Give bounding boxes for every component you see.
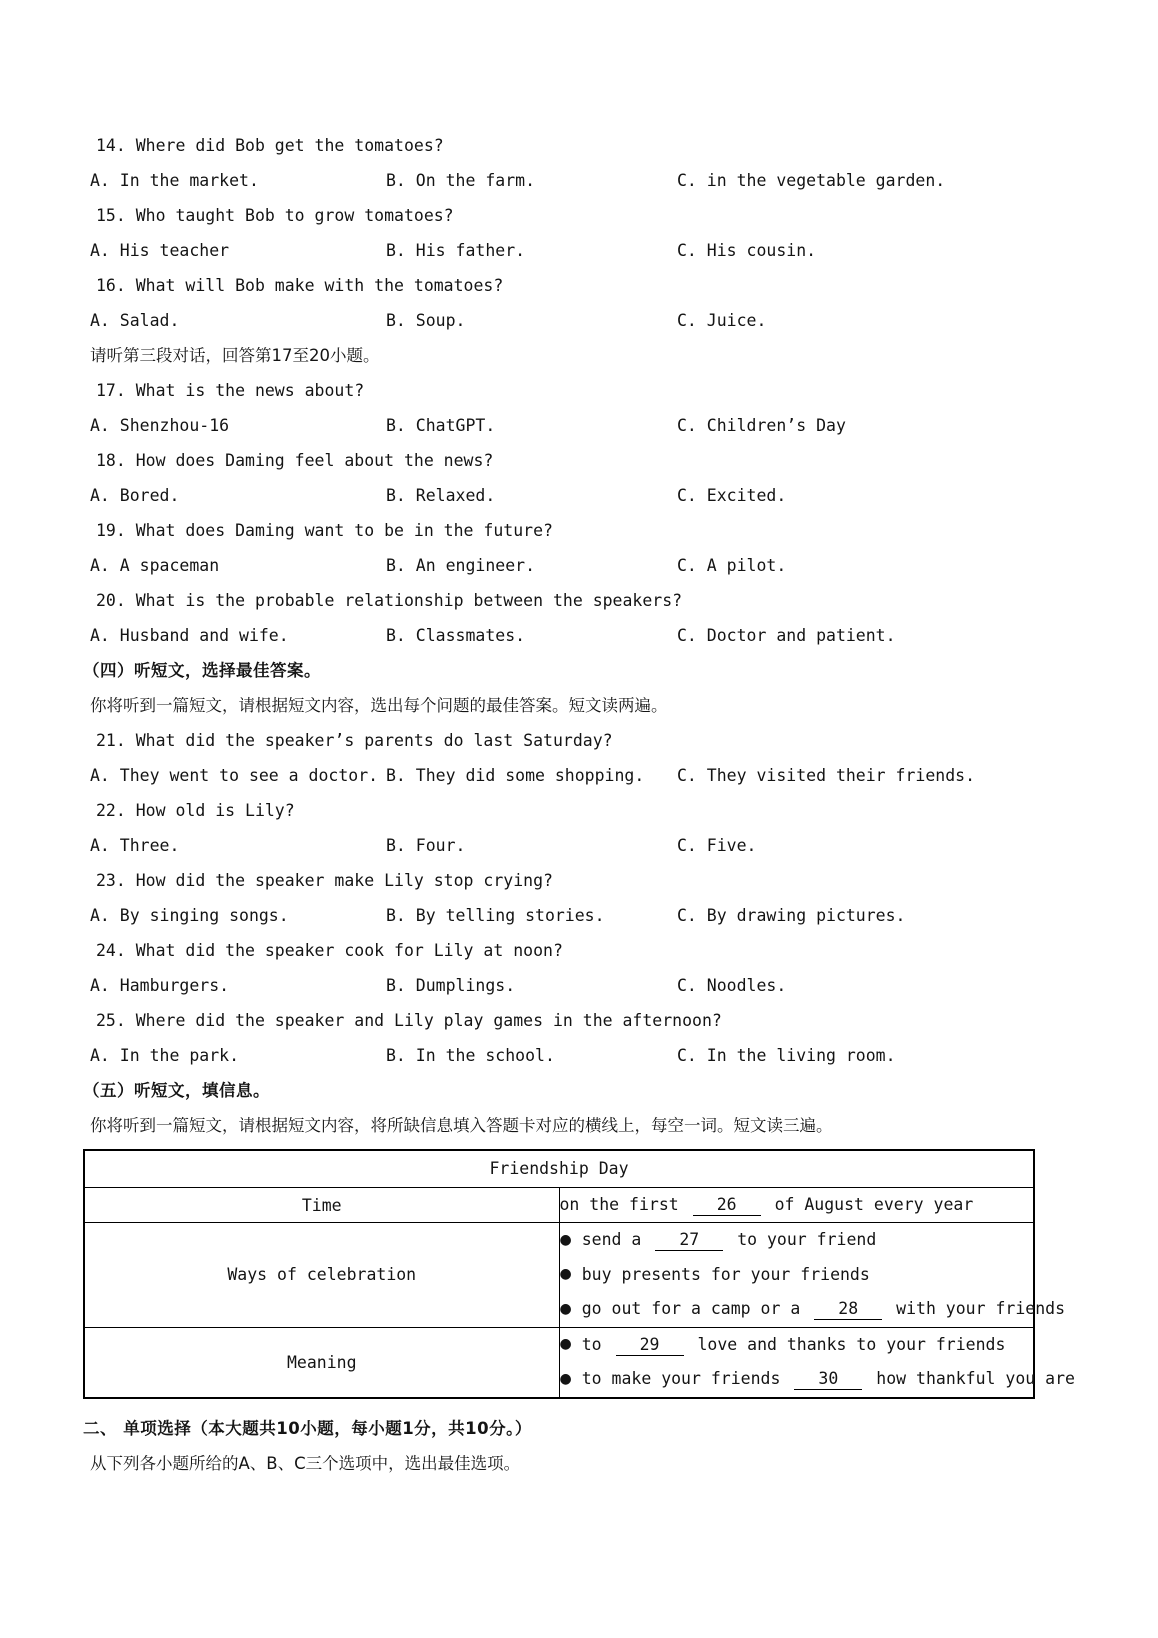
table-title-row [84,1150,1034,1188]
table-line: on the first 26 of August every year [559,1195,974,1214]
question-text: 20. What is the probable relationship between the speakers? [96,591,683,610]
table-title: Friendship Day [84,1150,1034,1188]
option-a: A. Bored. [90,486,180,505]
option-b: B. On the farm. [386,171,536,190]
option-b: B. An engineer. [386,556,536,575]
friendship-day-table [83,1149,1075,1399]
option-c: C. In the living room. [677,1046,896,1065]
option-a: A. Three. [90,836,180,855]
row-content [559,1327,1075,1398]
question-text: 18. How does Daming feel about the news? [96,451,494,470]
option-row [90,478,1100,513]
option-b: B. By telling stories. [386,906,605,925]
bullet-icon: ● [559,1370,572,1387]
option-c: C. Children’s Day [677,416,846,435]
option-a: A. Husband and wife. [90,626,289,645]
section-heading: （五）听短文，填信息。 [83,1081,270,1100]
option-b: B. Four. [386,836,466,855]
instruction-text: 请听第三段对话，回答第17至20小题。 [90,346,380,365]
option-row [90,828,1100,863]
question-text: 21. What did the speaker’s parents do last Saturday? [96,731,613,750]
section-two-instruction: 从下列各小题所给的A、B、C三个选项中，选出最佳选项。 [90,1453,521,1473]
row-label: Meaning [84,1327,559,1398]
option-c: C. They visited their friends. [677,766,976,785]
section-two-block [83,1411,1100,1481]
question-text: 22. How old is Lily? [96,801,295,820]
instruction-text: 你将听到一篇短文，请根据短文内容，选出每个问题的最佳答案。短文读两遍。 [90,696,668,715]
option-b: B. Relaxed. [386,486,496,505]
option-c: C. Noodles. [677,976,787,995]
table-line: ● to make your friends 30 how thankful you are [560,1362,1034,1397]
bullet-icon: ● [559,1336,572,1352]
option-a: A. Hamburgers. [90,976,230,995]
table-line: ● send a 27 to your friend [560,1223,1034,1258]
option-c: C. Juice. [677,311,767,330]
option-c: C. in the vegetable garden. [677,171,946,190]
row-label: Time [84,1188,559,1223]
question-text: 24. What did the speaker cook for Lily at noon? [96,941,563,960]
table-row [84,1223,1034,1328]
option-c: C. By drawing pictures. [677,906,906,925]
option-row [90,618,1100,653]
question-list [83,128,1100,1143]
friendship-day-table-wrap [83,1149,1100,1399]
blank-26: 26 [693,1195,761,1216]
option-a: A. Salad. [90,311,180,330]
row-content [559,1223,1066,1328]
section-two-title: 二、 单项选择（本大题共10小题，每小题1分，共10分。） [83,1418,532,1438]
bullet-icon: ● [559,1231,572,1248]
question-text: 16. What will Bob make with the tomatoes? [96,276,504,295]
section-heading: （四）听短文，选择最佳答案。 [83,661,321,680]
option-b: B. In the school. [386,1046,555,1065]
option-row [90,758,1100,793]
question-text: 15. Who taught Bob to grow tomatoes? [96,206,454,225]
table-row [84,1188,1034,1223]
table-row [84,1327,1034,1398]
table-line: ● buy presents for your friends [560,1258,1034,1293]
option-a: A. In the park. [90,1046,240,1065]
option-c: C. A pilot. [677,556,787,575]
option-b: B. His father. [386,241,526,260]
blank-30: 30 [794,1369,862,1390]
row-content [559,1188,1034,1223]
bullet-icon: ● [559,1266,572,1282]
option-c: C. His cousin. [677,241,817,260]
bullet-icon: ● [559,1300,572,1317]
blank-27: 27 [655,1230,723,1251]
blank-28: 28 [814,1299,882,1320]
option-row [90,1038,1100,1073]
option-a: A. His teacher [90,241,230,260]
option-c: C. Five. [677,836,757,855]
option-b: B. ChatGPT. [386,416,496,435]
option-row [90,163,1100,198]
option-a: A. A spaceman [90,556,220,575]
option-b: B. Soup. [386,311,466,330]
option-b: B. They did some shopping. [386,766,645,785]
option-b: B. Dumplings. [386,976,516,995]
option-a: A. Shenzhou-16 [90,416,230,435]
question-text: 25. Where did the speaker and Lily play games in the afternoon? [96,1011,722,1030]
option-row [90,303,1100,338]
table-line: ● go out for a camp or a 28 with your friends [560,1292,1034,1327]
row-label: Ways of celebration [84,1223,559,1328]
question-text: 14. Where did Bob get the tomatoes? [96,136,444,155]
question-text: 23. How did the speaker make Lily stop crying? [96,871,553,890]
question-text: 19. What does Daming want to be in the future? [96,521,553,540]
table-line: ● to 29 love and thanks to your friends [560,1328,1034,1363]
blank-29: 29 [616,1335,684,1356]
option-row [90,233,1100,268]
option-a: A. By singing songs. [90,906,289,925]
option-a: A. They went to see a doctor. [90,766,379,785]
option-a: A. In the market. [90,171,259,190]
option-row [90,548,1100,583]
question-text: 17. What is the news about? [96,381,365,400]
option-b: B. Classmates. [386,626,526,645]
option-row [90,968,1100,1003]
instruction-text: 你将听到一篇短文，请根据短文内容，将所缺信息填入答题卡对应的横线上，每空一词。短文读三遍。 [90,1116,833,1135]
option-row [90,408,1100,443]
option-row [90,898,1100,933]
option-c: C. Doctor and patient. [677,626,896,645]
option-c: C. Excited. [677,486,787,505]
